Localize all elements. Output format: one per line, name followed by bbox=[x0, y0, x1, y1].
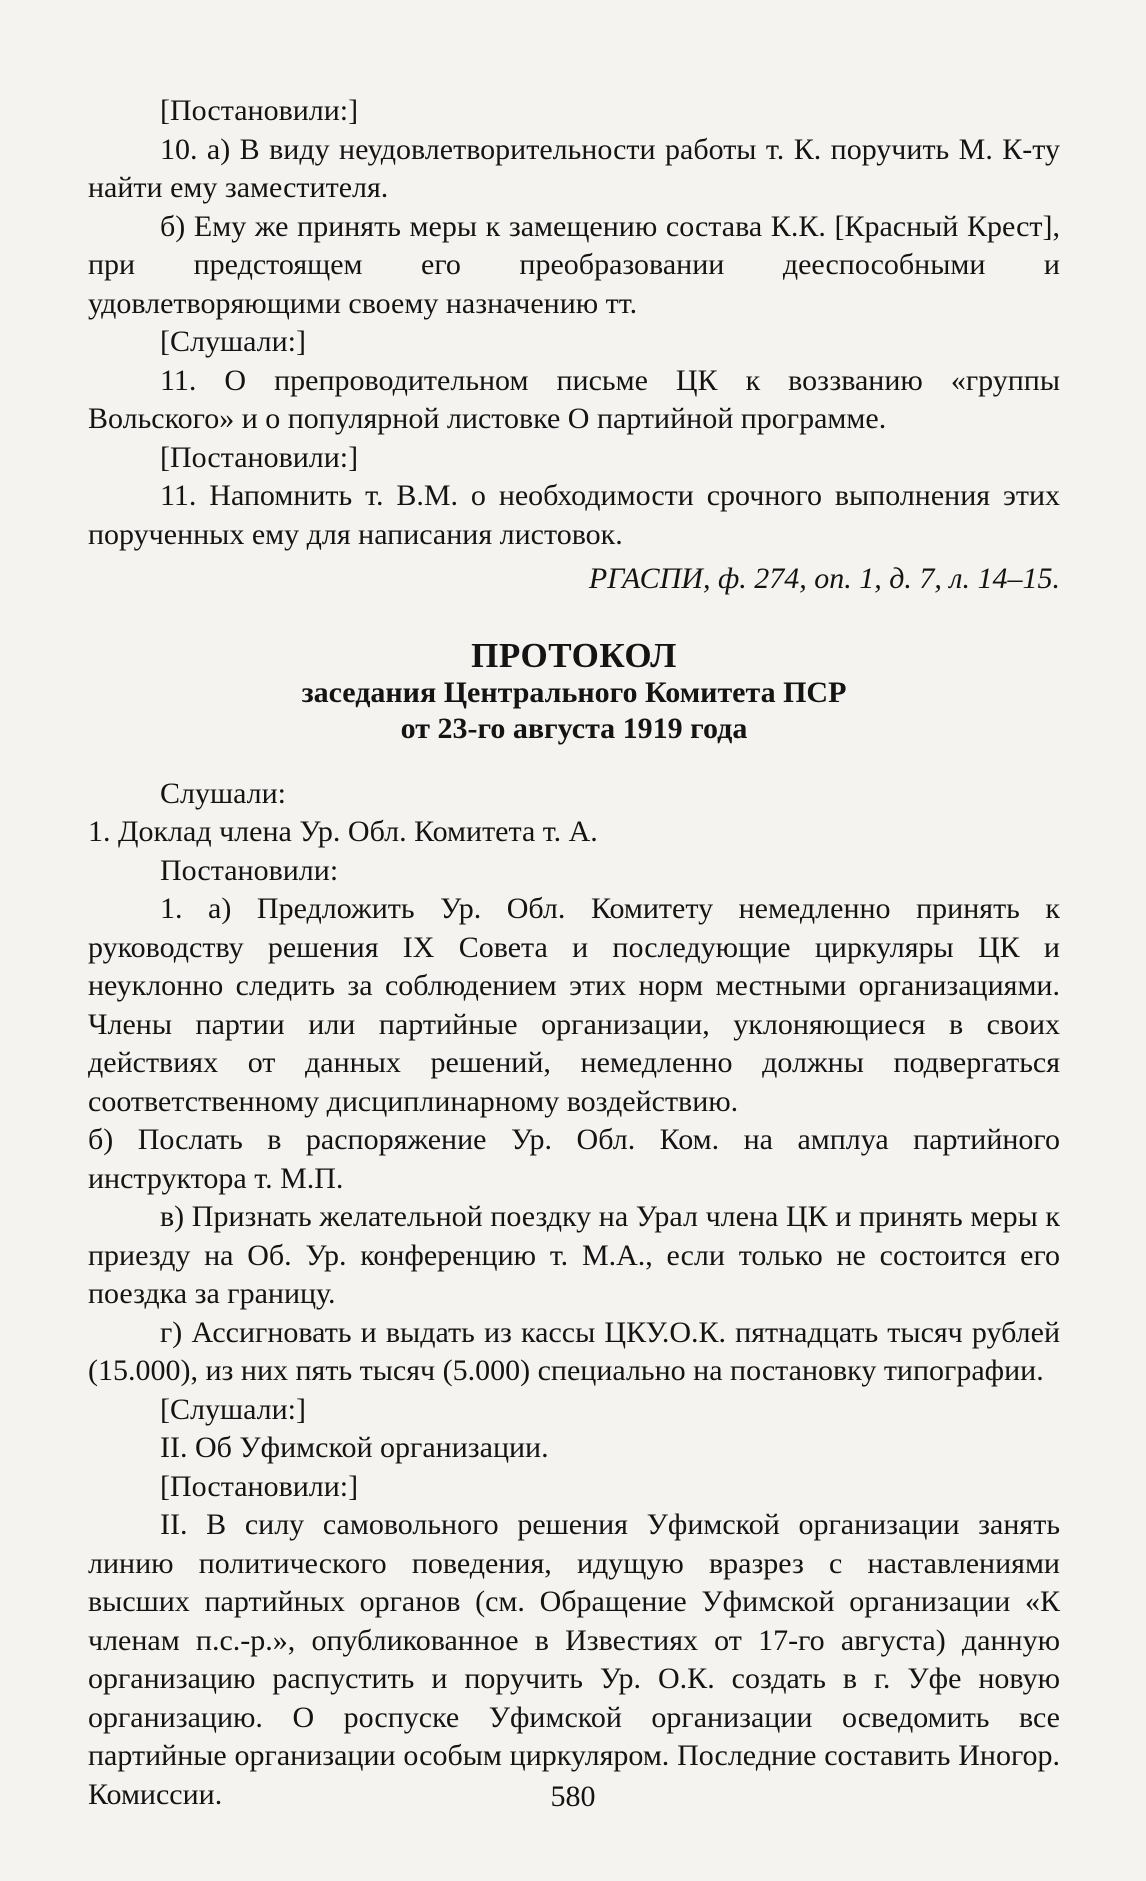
label-postanovili: [Постановили:] bbox=[160, 440, 359, 474]
label-slushali: [Слушали:] bbox=[160, 325, 307, 358]
paragraph: в) Признать желательной поездку на Урал члена ЦК и принять меры к приезду на Об. Ур. конференцию т. М.А., если только не состоится его поездка за границу. bbox=[88, 1200, 1060, 1310]
label-slushali: [Слушали:] bbox=[160, 1392, 307, 1426]
label-slushali: Слушали: bbox=[160, 776, 287, 810]
spacer bbox=[88, 747, 1060, 775]
paragraph: 11. Напомнить т. В.М. о необходимости срочного выполнения этих порученных ему для написания листовок. bbox=[88, 479, 1060, 551]
page-number: 580 bbox=[550, 1780, 596, 1813]
paragraph: 11. О препроводительном письме ЦК к воззванию «группы Вольского» и о популярной листовке О партийной программе. bbox=[88, 363, 1060, 435]
label-postanovili: Постановили: bbox=[160, 853, 339, 887]
document-page bbox=[88, 92, 1060, 1814]
paragraph: II. Об Уфимской организации. bbox=[160, 1431, 549, 1464]
paragraph: б) Послать в распоряжение Ур. Обл. Ком. на амплуа партийного инструктора т. М.П. bbox=[88, 1123, 1060, 1195]
paragraph: 10. а) В виду неудовлетворительности работы т. К. поручить М. К-ту найти ему заместителя. bbox=[88, 132, 1060, 204]
protocol-date: от 23-го августа 1919 года bbox=[400, 711, 748, 745]
paragraph: б) Ему же принять меры к замещению состава К.К. [Красный Крест], при предстоящем его преобразовании дееспособными и удовлетворяющими своему назначению тт. bbox=[88, 209, 1060, 320]
protocol-title: ПРОТОКОЛ bbox=[471, 635, 677, 675]
paragraph: 1. а) Предложить Ур. Обл. Комитету немедленно принять к руководству решения IX Совета и последующие циркуляры ЦК и неуклонно следить за соблюдением этих норм местными организациями. Члены партии или партийные организации, уклоняющиеся в своих действиях от данных решений, немедленно должны подвергаться соответственному дисциплинарному воздействию. bbox=[88, 892, 1060, 1118]
archive-source-citation: РГАСПИ, ф. 274, оп. 1, д. 7, л. 14–15. bbox=[588, 562, 1060, 595]
label-postanovili: [Постановили:] bbox=[160, 1469, 359, 1503]
paragraph: 1. Доклад члена Ур. Обл. Комитета т. А. bbox=[88, 815, 598, 848]
paragraph: II. В силу самовольного решения Уфимской организации занять линию политического поведения, идущую вразрез с наставлениями высших партийных органов (см. Обращение Уфимской организации «К членам п.с.-р.», опубликованное в Известиях от 17-го августа) данную организацию распустить и поручить Ур. О.К. создать в г. Уфе новую организацию. О роспуске Уфимской организации осведомить все партийные организации особым циркуляром. Последние составить Иногор. Комиссии. bbox=[88, 1508, 1060, 1811]
protocol-subtitle: заседания Центрального Комитета ПСР bbox=[301, 675, 847, 709]
paragraph: г) Ассигновать и выдать из кассы ЦКУ.О.К. пятнадцать тысяч рублей (15.000), из них пять тысяч (5.000) специально на постановку типографии. bbox=[88, 1315, 1060, 1387]
label-postanovili: [Постановили:] bbox=[160, 94, 359, 127]
